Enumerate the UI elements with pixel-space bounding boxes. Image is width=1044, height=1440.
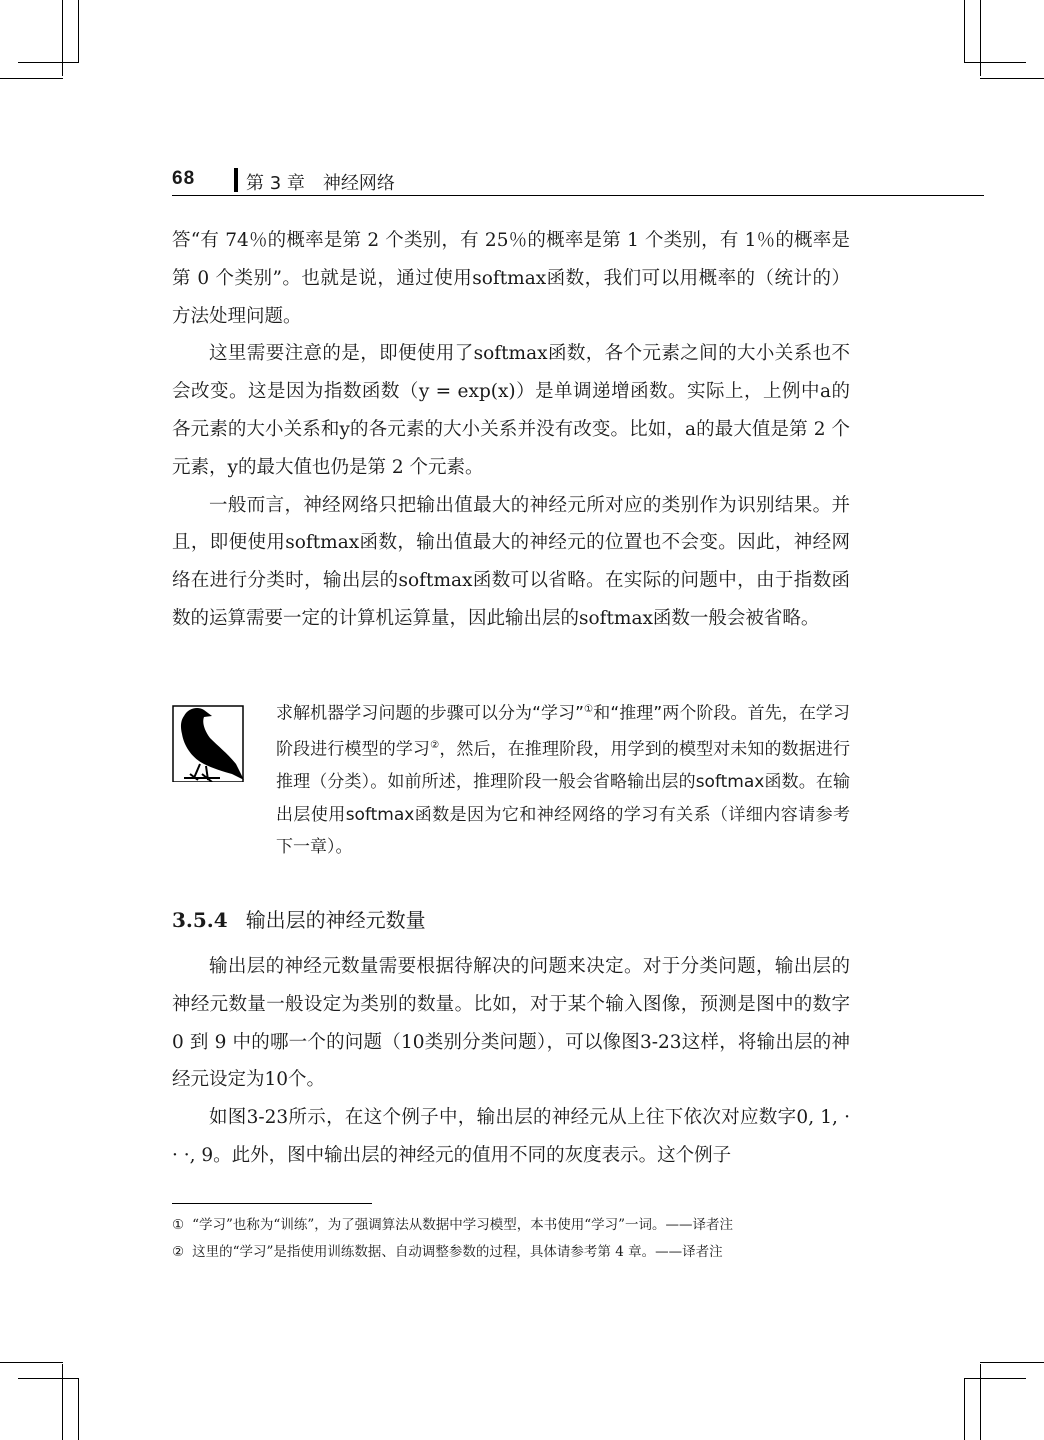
footnote-mark: ② xyxy=(172,1244,185,1260)
crop-mark xyxy=(980,1362,1044,1363)
note-text-part: 和“推理”两个阶段。首先，在学习阶段进行模型的学习 xyxy=(276,703,850,760)
note-text xyxy=(276,694,850,864)
crop-mark xyxy=(78,1378,79,1440)
footnote-ref: ① xyxy=(583,704,594,715)
footnote-text: “学习”也称为“训练”，为了强调算法从数据中学习模型，本书使用“学习”一词。——译者注 xyxy=(192,1217,734,1233)
crop-mark xyxy=(78,0,79,62)
page-number: 68 xyxy=(172,168,196,189)
section-number: 3.5.4 xyxy=(172,908,228,932)
footnote-text: 这里的“学习”是指使用训练数据、自动调整参数的过程，具体请参考第 4 章。——译者注 xyxy=(192,1244,723,1260)
footnote-ref: ② xyxy=(430,740,440,752)
crop-mark xyxy=(980,0,981,76)
crop-mark xyxy=(964,62,1026,63)
crop-mark xyxy=(18,1378,79,1379)
footnote-rule xyxy=(172,1203,372,1204)
note-box xyxy=(172,694,850,864)
body-text-top xyxy=(172,222,850,638)
chapter-title: 第 3 章 神经网络 xyxy=(246,173,395,194)
running-header xyxy=(172,166,984,196)
note-text-part: 求解机器学习问题的步骤可以分为“学习” xyxy=(276,703,584,724)
paragraph: 输出层的神经元数量需要根据待解决的问题来决定。对于分类问题，输出层的神经元数量一般设定为类别的数量。比如，对于某个输入图像，预测是图中的数字 0 到 9 中的哪一个的问题（10类别分类问题），可以像图3-23这样，将输出层的神经元设定为10个。 xyxy=(172,956,850,1091)
body-text-section xyxy=(172,948,850,1175)
crop-mark xyxy=(980,78,1044,79)
crop-mark xyxy=(62,1364,63,1440)
header-bar xyxy=(234,168,238,192)
section-title: 输出层的神经元数量 xyxy=(245,908,426,932)
footnote-mark: ① xyxy=(172,1217,185,1233)
crop-mark xyxy=(62,0,63,76)
crop-mark xyxy=(964,1378,1026,1379)
footnote xyxy=(172,1213,862,1233)
crop-mark xyxy=(980,1364,981,1440)
paragraph: 如图3-23所示，在这个例子中，输出层的神经元从上往下依次对应数字0, 1, · · ·, 9。此外，图中输出层的神经元的值用不同的灰度表示。这个例子 xyxy=(172,1107,850,1166)
paragraph: 答“有 74％的概率是第 2 个类别，有 25％的概率是第 1 个类别，有 1％的概率是第 0 个类别”。也就是说，通过使用softmax函数，我们可以用概率的（统计的）方法处理问题。 xyxy=(172,230,850,327)
footnote xyxy=(172,1240,862,1260)
paragraph: 这里需要注意的是，即便使用了softmax函数，各个元素之间的大小关系也不会改变。这是因为指数函数（y = exp(x)）是单调递增函数。实际上，上例中a的各元素的大小关系和y的各元素的大小关系并没有改变。比如，a的最大值是第 2 个元素，y的最大值也仍是第 2 个元素。 xyxy=(172,343,850,478)
header-rule xyxy=(172,195,984,196)
crop-mark xyxy=(18,62,79,63)
crop-mark xyxy=(964,0,965,62)
paragraph: 一般而言，神经网络只把输出值最大的神经元所对应的类别作为识别结果。并且，即便使用softmax函数，输出值最大的神经元的位置也不会变。因此，神经网络在进行分类时，输出层的softmax函数可以省略。在实际的问题中，由于指数函数的运算需要一定的计算机运算量，因此输出层的softmax函数一般会被省略。 xyxy=(172,494,850,629)
crow-icon xyxy=(172,702,246,782)
section-heading xyxy=(172,904,426,933)
crop-mark xyxy=(964,1378,965,1440)
crop-mark xyxy=(0,1362,63,1363)
crop-mark xyxy=(0,78,63,79)
note-text-part: ，然后，在推理阶段，用学到的模型对未知的数据进行推理（分类）。如前所述，推理阶段一般会省略输出层的softmax函数。在输出层使用softmax函数是因为它和神经网络的学习有关系（详细内容请参考下一章）。 xyxy=(276,739,851,858)
